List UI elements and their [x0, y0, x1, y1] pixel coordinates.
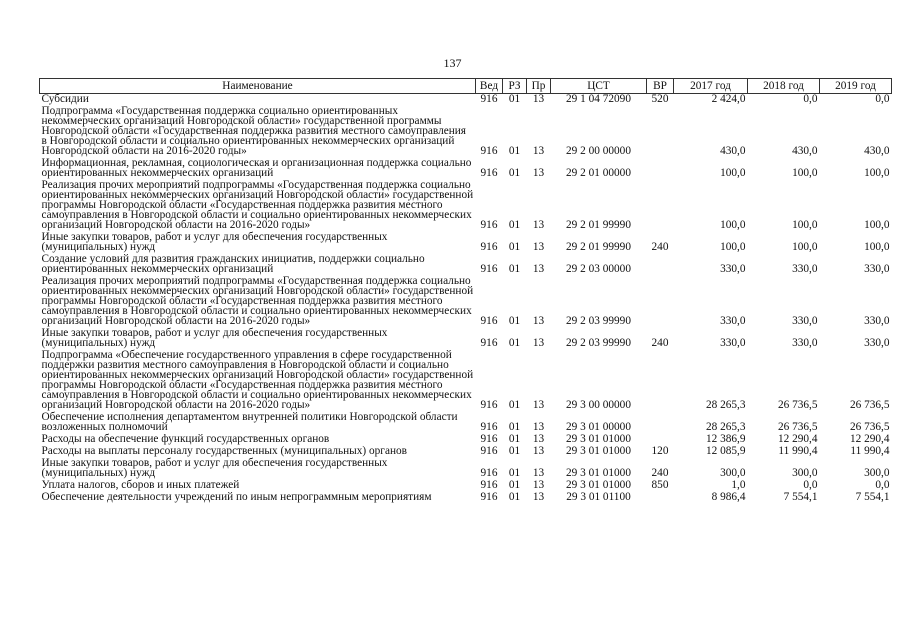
header-name: Наименование [40, 79, 476, 94]
cell-name: Субсидии [41, 93, 89, 105]
cell-2017: 330,0 [720, 337, 746, 349]
cell-2018: 26 736,5 [777, 399, 818, 411]
cell-2017: 12 085,9 [705, 445, 746, 457]
header-ved: Вед [476, 79, 503, 94]
cell-rz: 01 [508, 479, 521, 491]
cell-cst: 29 3 01 01000 [566, 433, 631, 445]
cell-ved: 916 [480, 219, 498, 231]
cell-2019: 100,0 [864, 167, 890, 179]
cell-2017: 2 424,0 [711, 93, 746, 105]
cell-vr: 240 [651, 337, 669, 349]
cell-vr [647, 254, 674, 276]
cell-2018: 330,0 [792, 263, 818, 275]
cell-vr [647, 412, 674, 434]
cell-2017: 100,0 [720, 167, 746, 179]
cell-ved: 916 [480, 337, 498, 349]
cell-name: Расходы на обеспечение функций государственных органов [41, 433, 330, 445]
cell-ved: 916 [480, 491, 498, 503]
header-cst: ЦСТ [551, 79, 647, 94]
cell-2019: 7 554,1 [855, 491, 890, 503]
cell-rz: 01 [508, 93, 521, 105]
cell-2017: 12 386,9 [705, 433, 746, 445]
header-2019: 2019 год [820, 79, 892, 94]
cell-name: Обеспечение исполнения департаментом внутренней политики Новгородской области возложенных полномочий [41, 411, 458, 433]
cell-ved: 916 [480, 145, 498, 157]
cell-name: Обеспечение деятельности учреждений по иным непрограммным мероприятиям [41, 491, 432, 503]
cell-2017: 300,0 [720, 467, 746, 479]
cell-name: Реализация прочих мероприятий подпрограммы «Государственная поддержка социально ориентированных некоммерческих организаций Новгородской области» государственной программы Новгородской области «Государственная поддержка развития местного самоуправления в Новгородской области и социально ориентированных некоммерческих организаций Новгородской области на 2016-2020 годы» [41, 179, 474, 231]
cell-rz: 01 [508, 263, 521, 275]
budget-table [39, 78, 892, 504]
cell-cst: 29 2 03 99990 [566, 315, 631, 327]
budget-table-container [39, 78, 891, 504]
cell-ved: 916 [480, 399, 498, 411]
cell-vr [647, 106, 674, 158]
cell-rz: 01 [508, 337, 521, 349]
cell-ved: 916 [480, 433, 498, 445]
cell-rz: 01 [508, 433, 521, 445]
cell-2019: 330,0 [864, 315, 890, 327]
cell-2018: 0,0 [803, 93, 818, 105]
table-row [40, 106, 892, 158]
cell-pr: 13 [532, 263, 545, 275]
cell-cst: 29 3 01 01000 [566, 467, 631, 479]
cell-2019: 100,0 [864, 219, 890, 231]
cell-2019: 12 290,4 [849, 433, 890, 445]
cell-cst: 29 3 00 00000 [566, 399, 631, 411]
cell-cst: 29 2 03 00000 [566, 263, 631, 275]
table-row [40, 180, 892, 232]
cell-vr [647, 350, 674, 412]
cell-2018: 12 290,4 [777, 433, 818, 445]
cell-2018: 11 990,4 [778, 445, 818, 457]
table-row [40, 276, 892, 328]
cell-pr: 13 [532, 467, 545, 479]
cell-cst: 29 2 03 99990 [566, 337, 631, 349]
cell-vr: 240 [651, 467, 669, 479]
cell-pr: 13 [532, 445, 545, 457]
cell-2018: 26 736,5 [777, 421, 818, 433]
cell-2017: 28 265,3 [705, 421, 746, 433]
cell-cst: 29 3 01 01100 [566, 491, 631, 503]
cell-name: Подпрограмма «Обеспечение государственного управления в сфере государственной поддержки развития местного самоуправления в Новгородской области и социально ориентированных некоммерческих организаций Новгородской области» государственной программы Новгородской области «Государственная поддержка развития местного самоуправления в Новгородской области и социально ориентированных некоммерческих организаций Новгородской области на 2016-2020 годы» [41, 349, 474, 411]
table-row [40, 328, 892, 350]
table-row [40, 350, 892, 412]
cell-2017: 430,0 [720, 145, 746, 157]
cell-name: Создание условий для развития гражданских инициатив, поддержки социально ориентированных некоммерческих организаций [41, 253, 425, 275]
cell-name: Уплата налогов, сборов и иных платежей [41, 479, 240, 491]
cell-name: Расходы на выплаты персоналу государственных (муниципальных) органов [41, 445, 407, 457]
cell-2018: 0,0 [803, 479, 818, 491]
cell-2019: 300,0 [864, 467, 890, 479]
cell-2017: 330,0 [720, 263, 746, 275]
cell-rz: 01 [508, 219, 521, 231]
cell-rz: 01 [508, 167, 521, 179]
cell-pr: 13 [532, 337, 545, 349]
cell-2018: 330,0 [792, 337, 818, 349]
table-row [40, 458, 892, 480]
cell-pr: 13 [532, 167, 545, 179]
cell-pr: 13 [532, 433, 545, 445]
cell-ved: 916 [480, 315, 498, 327]
cell-2017: 100,0 [720, 241, 746, 253]
cell-ved: 916 [480, 467, 498, 479]
cell-rz: 01 [508, 145, 521, 157]
table-body [40, 94, 892, 505]
cell-cst: 29 3 01 00000 [566, 421, 631, 433]
cell-cst: 29 3 01 01000 [566, 479, 631, 491]
cell-2019: 0,0 [875, 479, 890, 491]
cell-cst: 29 2 01 99990 [566, 219, 631, 231]
header-2017: 2017 год [674, 79, 748, 94]
cell-pr: 13 [532, 219, 545, 231]
cell-pr: 13 [532, 421, 545, 433]
cell-vr [647, 180, 674, 232]
cell-2019: 100,0 [864, 241, 890, 253]
table-header [40, 79, 892, 94]
cell-2018: 100,0 [792, 219, 818, 231]
cell-vr [647, 276, 674, 328]
cell-2017: 100,0 [720, 219, 746, 231]
table-row [40, 492, 892, 504]
cell-2019: 330,0 [864, 263, 890, 275]
cell-ved: 916 [480, 445, 498, 457]
cell-pr: 13 [532, 491, 545, 503]
cell-2019: 330,0 [864, 337, 890, 349]
header-vr: ВР [647, 79, 674, 94]
cell-pr: 13 [532, 241, 545, 253]
cell-rz: 01 [508, 445, 521, 457]
cell-name: Иные закупки товаров, работ и услуг для обеспечения государственных (муниципальных) нужд [41, 327, 388, 349]
cell-2017: 330,0 [720, 315, 746, 327]
cell-name: Информационная, рекламная, социологическая и организационная поддержка социально ориентированных некоммерческих организаций [41, 157, 472, 179]
cell-2018: 100,0 [792, 241, 818, 253]
cell-vr [647, 492, 674, 504]
cell-vr: 240 [651, 241, 669, 253]
cell-rz: 01 [508, 491, 521, 503]
page-number: 137 [443, 56, 462, 70]
cell-name: Иные закупки товаров, работ и услуг для обеспечения государственных (муниципальных) нужд [41, 457, 388, 479]
cell-ved: 916 [480, 241, 498, 253]
header-2018: 2018 год [748, 79, 820, 94]
cell-2018: 7 554,1 [783, 491, 818, 503]
table-row [40, 232, 892, 254]
cell-ved: 916 [480, 93, 498, 105]
cell-2019: 0,0 [875, 93, 890, 105]
cell-rz: 01 [508, 241, 521, 253]
cell-ved: 916 [480, 479, 498, 491]
cell-vr [647, 158, 674, 180]
cell-pr: 13 [532, 315, 545, 327]
cell-rz: 01 [508, 315, 521, 327]
cell-cst: 29 3 01 01000 [566, 445, 631, 457]
cell-cst: 29 2 01 00000 [566, 167, 631, 179]
cell-name: Подпрограмма «Государственная поддержка социально ориентированных некоммерческих организаций Новгородской области» государственной программы Новгородской области «Государственная поддержка развития местного самоуправления в Новгородской области и социально ориентированных некоммерческих организаций Новгородской области на 2016-2020 годы» [41, 105, 467, 157]
cell-pr: 13 [532, 399, 545, 411]
cell-vr: 120 [651, 445, 669, 457]
cell-rz: 01 [508, 399, 521, 411]
cell-2018: 100,0 [792, 167, 818, 179]
cell-2019: 26 736,5 [849, 399, 890, 411]
cell-name: Иные закупки товаров, работ и услуг для обеспечения государственных (муниципальных) нужд [41, 231, 388, 253]
cell-pr: 13 [532, 93, 545, 105]
cell-rz: 01 [508, 467, 521, 479]
cell-2019: 26 736,5 [849, 421, 890, 433]
cell-2018: 430,0 [792, 145, 818, 157]
cell-name: Реализация прочих мероприятий подпрограммы «Государственная поддержка социально ориентированных некоммерческих организаций Новгородской области» государственной программы Новгородской области «Государственная поддержка развития местного самоуправления в Новгородской области и социально ориентированных некоммерческих организаций Новгородской области на 2016-2020 годы» [41, 275, 474, 327]
table-row [40, 158, 892, 180]
cell-2017: 8 986,4 [711, 491, 746, 503]
cell-ved: 916 [480, 421, 498, 433]
cell-2018: 300,0 [792, 467, 818, 479]
cell-cst: 29 2 00 00000 [566, 145, 631, 157]
cell-ved: 916 [480, 167, 498, 179]
cell-2017: 1,0 [731, 479, 746, 491]
cell-2018: 330,0 [792, 315, 818, 327]
table-row [40, 254, 892, 276]
table-row [40, 412, 892, 434]
cell-2019: 430,0 [864, 145, 890, 157]
header-row [40, 79, 892, 94]
cell-pr: 13 [532, 479, 545, 491]
cell-vr: 850 [651, 479, 669, 491]
cell-cst: 29 2 01 99990 [566, 241, 631, 253]
cell-cst: 29 1 04 72090 [566, 93, 631, 105]
header-rz: РЗ [503, 79, 527, 94]
cell-pr: 13 [532, 145, 545, 157]
cell-2017: 28 265,3 [705, 399, 746, 411]
cell-2019: 11 990,4 [850, 445, 890, 457]
header-pr: Пр [527, 79, 551, 94]
cell-vr: 520 [651, 93, 669, 105]
cell-rz: 01 [508, 421, 521, 433]
cell-ved: 916 [480, 263, 498, 275]
